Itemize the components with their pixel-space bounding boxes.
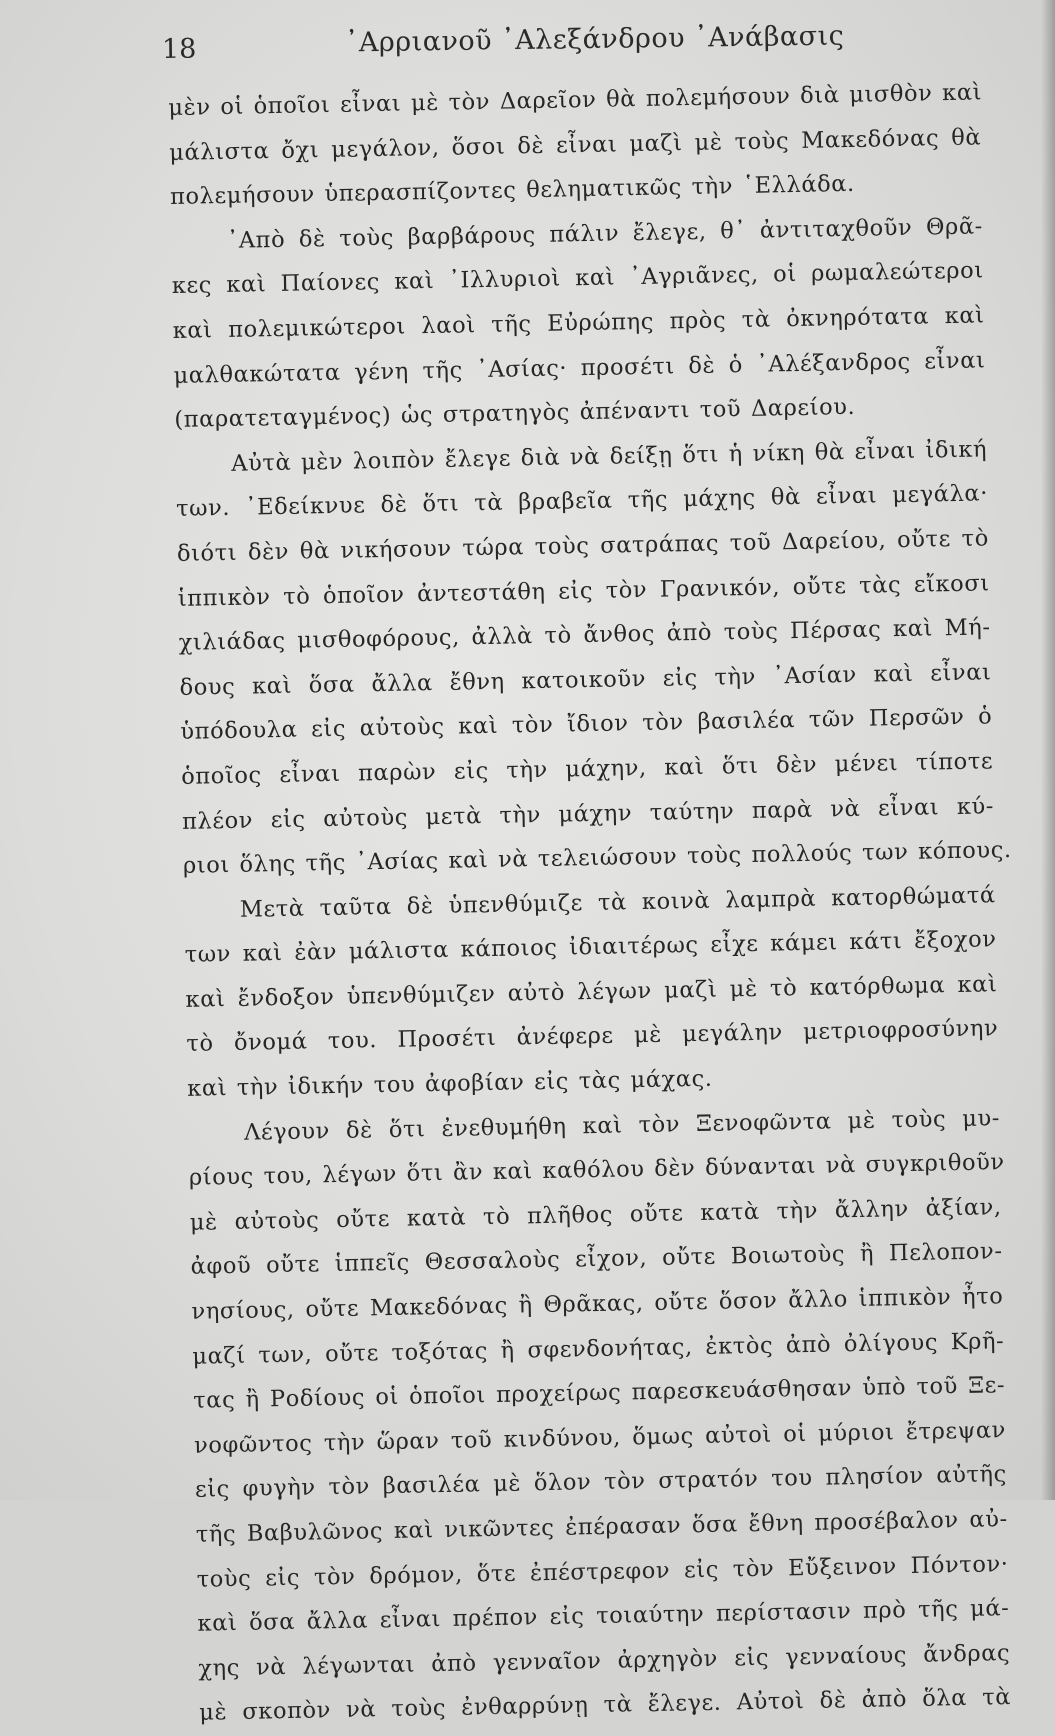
page-number: 18 — [161, 33, 197, 65]
text-line: μαλθακώτατα γένη τῆς ᾿Ασίας· προσέτι δὲ ὁ ᾿Αλέξανδρος εἶναι — [173, 346, 986, 389]
text-line: καὶ ὅσα ἄλλα εἶναι πρέπον εἰς τοιαύτην περίστασιν πρὸ τῆς μά- — [197, 1595, 1010, 1637]
body-text — [168, 70, 1012, 1735]
text-line: καὶ ἔνδοξον ὑπενθύμιζεν αὐτὸ λέγων μαζὶ μὲ τὸ κατόρθωμα καὶ — [185, 971, 998, 1013]
text-line: ριοι ὅλης τῆς ᾿Ασίας καὶ νὰ τελειώσουν τοὺς πολλούς των κόπους. — [182, 837, 1012, 879]
text-line: νοφῶντος τὴν ὥραν τοῦ κινδύνου, ὅμως αὐτοὶ οἱ μύριοι ἔτρεψαν — [193, 1416, 1007, 1459]
text-line: μάλιστα ὄχι μεγάλον, ὅσοι δὲ εἶναι μαζὶ μὲ τοὺς Μακεδόνας θὰ — [169, 123, 982, 166]
text-line: πολεμήσουν ὑπερασπίζοντες θεληματικῶς τὴν ῾Ελλάδα. — [169, 171, 856, 211]
text-line: μὲν οἱ ὁποῖοι εἶναι μὲ τὸν Δαρεῖον θὰ πολεμήσουν διὰ μισθὸν καὶ — [168, 79, 983, 121]
text-line: χης νὰ λέγωνται ἀπὸ γενναῖον ἀρχηγὸν εἰς γενναίους ἄνδρας — [198, 1639, 1011, 1682]
text-line: χιλιάδας μισθοφόρους, ἀλλὰ τὸ ἄνθος ἀπὸ τοὺς Πέρσας καὶ Μή- — [178, 614, 991, 657]
text-line: των καὶ ἐὰν μάλιστα κάποιος ἰδιαιτέρως εἶχε κάμει κάτι ἔξοχον — [184, 926, 997, 969]
text-line: εἰς φυγὴν τὸν βασιλέα μὲ ὅλον τὸν στρατόν του πλησίον αὐτῆς — [194, 1461, 1008, 1504]
text-line: ὁποῖος εἶναι παρὼν εἰς τὴν μάχην, καὶ ὅτι δὲν μένει τίποτε — [181, 748, 994, 790]
text-line: τῆς Βαβυλῶνος καὶ νικῶντες ἐπέρασαν ὅσα ἔθνη προσέβαλον αὐ- — [195, 1506, 1008, 1548]
text-line: καὶ τὴν ἰδικήν του ἀφοβίαν εἰς τὰς μάχας. — [187, 1065, 713, 1102]
text-line: μὲ αὐτοὺς οὔτε κατὰ τὸ πλῆθος οὔτε κατὰ τὴν ἄλλην ἀξίαν, — [189, 1194, 1002, 1236]
text-line: ἱππικὸν τὸ ὁποῖον ἀντεστάθη εἰς τὸν Γρανικόν, οὔτε τὰς εἴκοσι — [177, 569, 990, 612]
text-line: τὸ ὄνομά του. Προσέτι ἀνέφερε μὲ μεγάλην μετριοφροσύνην — [186, 1015, 999, 1058]
text-line: μὲ σκοπὸν νὰ τοὺς ἐνθαρρύνῃ τὰ ἔλεγε. Αὐτοὶ δὲ ἀπὸ ὅλα τὰ — [198, 1684, 1012, 1727]
text-line: ἀφοῦ οὔτε ἱππεῖς Θεσσαλοὺς εἶχον, οὔτε Βοιωτοὺς ἢ Πελοπον- — [190, 1238, 1003, 1281]
text-line: ᾿Απὸ δὲ τοὺς βαρβάρους πάλιν ἔλεγε, θ᾿ ἀντιταχθοῦν Θρᾶ- — [226, 213, 984, 254]
text-line: μαζί των, οὔτε τοξότας ἢ σφενδονήτας, ἐκτὸς ἀπὸ ὀλίγους Κρῆ- — [192, 1327, 1005, 1370]
text-line: ρίους του, λέγων ὅτι ἂν καὶ καθόλου δὲν δύνανται νὰ συγκριθοῦν — [188, 1149, 1005, 1192]
page-header — [160, 16, 991, 74]
text-line: Λέγουν δὲ ὅτι ἐνεθυμήθη καὶ τὸν Ξενοφῶντα μὲ τοὺς μυ- — [243, 1104, 1001, 1146]
page-edge-shadow — [1041, 0, 1055, 1500]
text-line: καὶ πολεμικώτεροι λαοὶ τῆς Εὐρώπης πρὸς τὰ ὀκνηρότατα καὶ — [172, 302, 985, 344]
text-line: κες καὶ Παίονες καὶ ᾿Ιλλυριοὶ καὶ ᾿Αγριᾶνες, οἱ ρωμαλεώτεροι — [171, 257, 984, 300]
text-line: (παρατεταγμένος) ὡς στρατηγὸς ἀπέναντι τοῦ Δαρείου. — [174, 394, 856, 434]
running-title: ᾿Αρριανοῦ ᾿Αλεξάνδρου ᾿Ανάβασις — [344, 20, 845, 59]
text-line: δους καὶ ὅσα ἄλλα ἔθνη κατοικοῦν εἰς τὴν ᾿Ασίαν καὶ εἶναι — [179, 659, 992, 701]
text-line: τας ἢ Ροδίους οἱ ὁποῖοι προχείρως παρεσκευάσθησαν ὑπὸ τοῦ Ξε- — [192, 1372, 1006, 1414]
text-line: νησίους, οὔτε Μακεδόνας ἢ Θρᾶκας, οὔτε ὅσον ἄλλο ἱππικὸν ἦτο — [191, 1283, 1004, 1325]
text-line: διότι δὲν θὰ νικήσουν τώρα τοὺς σατράπας τοῦ Δαρείου, οὔτε τὸ — [176, 525, 990, 567]
text-line: των. ᾿Εδείκνυε δὲ ὅτι τὰ βραβεῖα τῆς μάχης θὰ εἶναι μεγάλα· — [175, 480, 989, 523]
text-line: πλέον εἰς αὐτοὺς μετὰ τὴν μάχην ταύτην παρὰ νὰ εἶναι κύ- — [181, 792, 995, 835]
text-line: Μετὰ ταῦτα δὲ ὑπενθύμιζε τὰ κοινὰ λαμπρὰ κατορθώματά — [239, 881, 996, 923]
text-line: ὑπόδουλα εἰς αὐτοὺς καὶ τὸν ἴδιον τὸν βασιλέα τῶν Περσῶν ὁ — [180, 703, 993, 746]
text-line: Αὐτὰ μὲν λοιπὸν ἔλεγε διὰ νὰ δείξῃ ὅτι ἡ νίκη θὰ εἶναι ἰδική — [231, 436, 988, 477]
text-line: τοὺς εἰς τὸν δρόμον, ὅτε ἐπέστρεφον εἰς τὸν Εὔξεινον Πόντον· — [196, 1550, 1009, 1593]
